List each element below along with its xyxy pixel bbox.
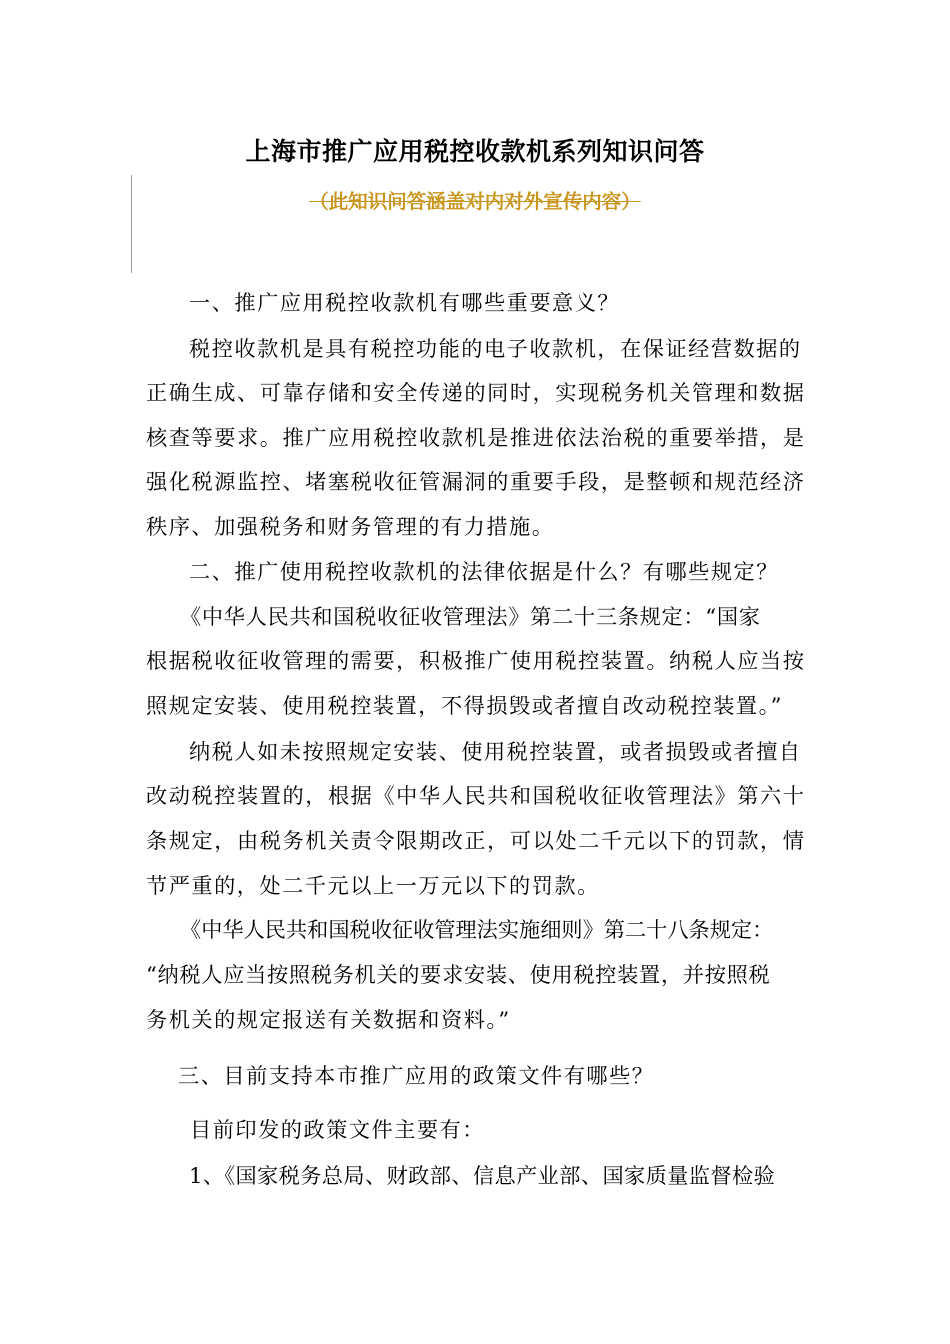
answer-1-line-3: 核查等要求。推广应用税控收款机是推进依法治税的重要举措，是 [146, 425, 804, 450]
answer-2-line-3: 照规定安装、使用税控装置，不得损毁或者擅自改动税控装置。” [146, 693, 783, 718]
answer-1-line-1: 税控收款机是具有税控功能的电子收款机，在保证经营数据的 [189, 336, 802, 361]
answer-3-line-1: 目前印发的政策文件主要有： [190, 1117, 485, 1142]
question-2-heading: 二、推广使用税控收款机的法律依据是什么？有哪些规定？ [189, 559, 779, 584]
answer-2-line-5: 改动税控装置的，根据《中华人民共和国税收征收管理法》第六十 [146, 783, 804, 808]
answer-3-line-2: 1、《国家税务总局、财政部、信息产业部、国家质量监督检验 [189, 1163, 776, 1188]
answer-2-line-8: 《中华人民共和国税收征收管理法实施细则》第二十八条规定： [180, 917, 774, 942]
answer-2-line-10: 务机关的规定报送有关数据和资料。” [146, 1007, 511, 1032]
answer-1-line-2: 正确生成、可靠存储和安全传递的同时，实现税务机关管理和数据 [146, 380, 804, 405]
document-subtitle: （此知识问答涵盖对内对外宣传内容） [309, 190, 641, 213]
answer-1-line-5: 秩序、加强税务和财务管理的有力措施。 [146, 514, 555, 539]
question-3-heading: 三、目前支持本市推广应用的政策文件有哪些？ [178, 1063, 655, 1088]
answer-2-line-2: 根据税收征收管理的需要，积极推广使用税控装置。纳税人应当按 [146, 648, 804, 673]
answer-2-line-4: 纳税人如未按照规定安装、使用税控装置，或者损毁或者擅自 [189, 739, 802, 764]
answer-1-line-4: 强化税源监控、堵塞税收征管漏洞的重要手段，是整顿和规范经济 [146, 469, 804, 494]
answer-2-line-7: 节严重的，处二千元以上一万元以下的罚款。 [146, 873, 600, 898]
answer-2-line-6: 条规定，由税务机关责令限期改正，可以处二千元以下的罚款，情 [146, 828, 804, 853]
question-1-heading: 一、推广应用税控收款机有哪些重要意义？ [189, 290, 621, 315]
answer-2-line-9: “纳税人应当按照税务机关的要求安装、使用税控装置，并按照税 [146, 962, 771, 987]
answer-2-line-1: 《中华人民共和国税收征收管理法》第二十三条规定：“国家 [180, 604, 761, 629]
document-title: 上海市推广应用税控收款机系列知识问答 [245, 137, 705, 166]
